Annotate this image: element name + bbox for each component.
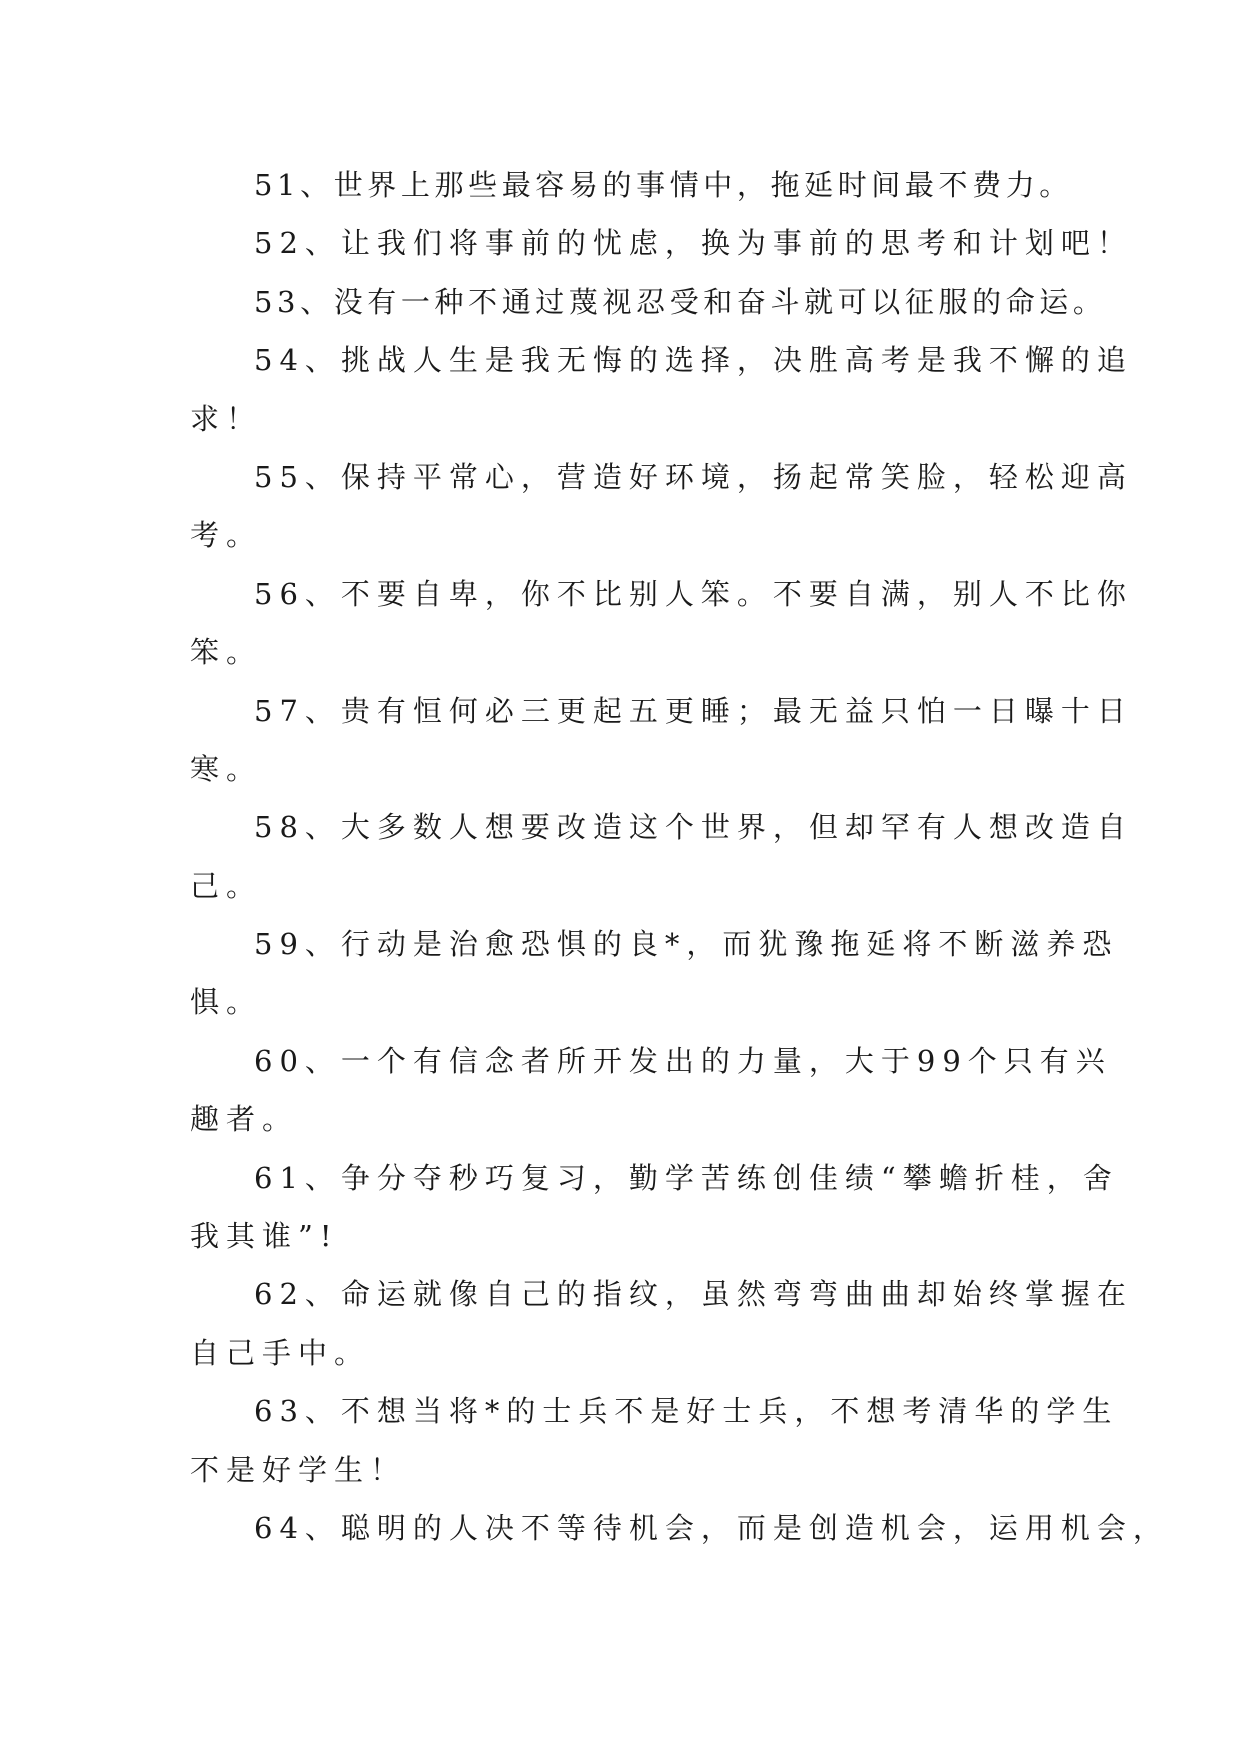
quote-line: 64、聪明的人决不等待机会，而是创造机会，运用机会， (254, 1510, 1169, 1545)
quote-line: 54、挑战人生是我无悔的选择，决胜高考是我不懈的追 (254, 343, 1133, 378)
quote-continuation-line: 考。 (190, 518, 263, 553)
quote-item-61 (190, 1149, 1119, 1266)
quote-continuation-line: 寒。 (190, 751, 263, 786)
quote-item-59 (190, 915, 1119, 1032)
quote-item-52 (190, 214, 1133, 272)
quote-continuation-line: 不是好学生！ (190, 1452, 407, 1487)
quote-continuation-line: 己。 (190, 868, 263, 903)
quote-continuation-line: 笨。 (190, 635, 263, 670)
quote-line: 60、一个有信念者所开发出的力量，大于99个只有兴 (254, 1043, 1112, 1078)
quote-line: 62、命运就像自己的指纹，虽然弯弯曲曲却始终掌握在 (254, 1277, 1133, 1312)
quote-line: 63、不想当将*的士兵不是好士兵，不想考清华的学生 (254, 1394, 1119, 1429)
quote-item-53 (190, 273, 1107, 331)
quote-item-51 (190, 156, 1090, 214)
quote-item-62 (190, 1265, 1133, 1382)
quote-item-56 (190, 565, 1133, 682)
quote-continuation-line: 求！ (190, 401, 263, 436)
quote-item-58 (190, 798, 1133, 915)
quote-item-63 (190, 1382, 1119, 1499)
quote-line: 57、贵有恒何必三更起五更睡；最无益只怕一日曝十日 (254, 693, 1133, 728)
quote-list (190, 156, 1169, 1557)
quote-line: 52、让我们将事前的忧虑，换为事前的思考和计划吧！ (254, 226, 1133, 261)
quote-item-64 (190, 1499, 1169, 1557)
quote-line: 59、行动是治愈恐惧的良*，而犹豫拖延将不断滋养恐 (254, 927, 1119, 962)
quote-continuation-line: 趣者。 (190, 1102, 299, 1137)
quote-line: 53、没有一种不通过蔑视忍受和奋斗就可以征服的命运。 (254, 284, 1107, 319)
quote-line: 61、争分夺秒巧复习，勤学苦练创佳绩“攀蟾折桂，舍 (254, 1160, 1119, 1195)
quote-item-55 (190, 448, 1133, 565)
quote-item-57 (190, 682, 1133, 799)
quote-continuation-line: 惧。 (190, 985, 263, 1020)
quote-item-60 (190, 1032, 1112, 1149)
quote-line: 58、大多数人想要改造这个世界，但却罕有人想改造自 (254, 810, 1133, 845)
quote-line: 56、不要自卑，你不比别人笨。不要自满，别人不比你 (254, 576, 1133, 611)
quote-item-54 (190, 331, 1133, 448)
quote-continuation-line: 自己手中。 (190, 1335, 371, 1370)
quote-line: 51、世界上那些最容易的事情中，拖延时间最不费力。 (254, 168, 1073, 202)
quote-line: 55、保持平常心，营造好环境，扬起常笑脸，轻松迎高 (254, 459, 1133, 494)
quote-continuation-line: 我其谁”! (190, 1219, 339, 1254)
